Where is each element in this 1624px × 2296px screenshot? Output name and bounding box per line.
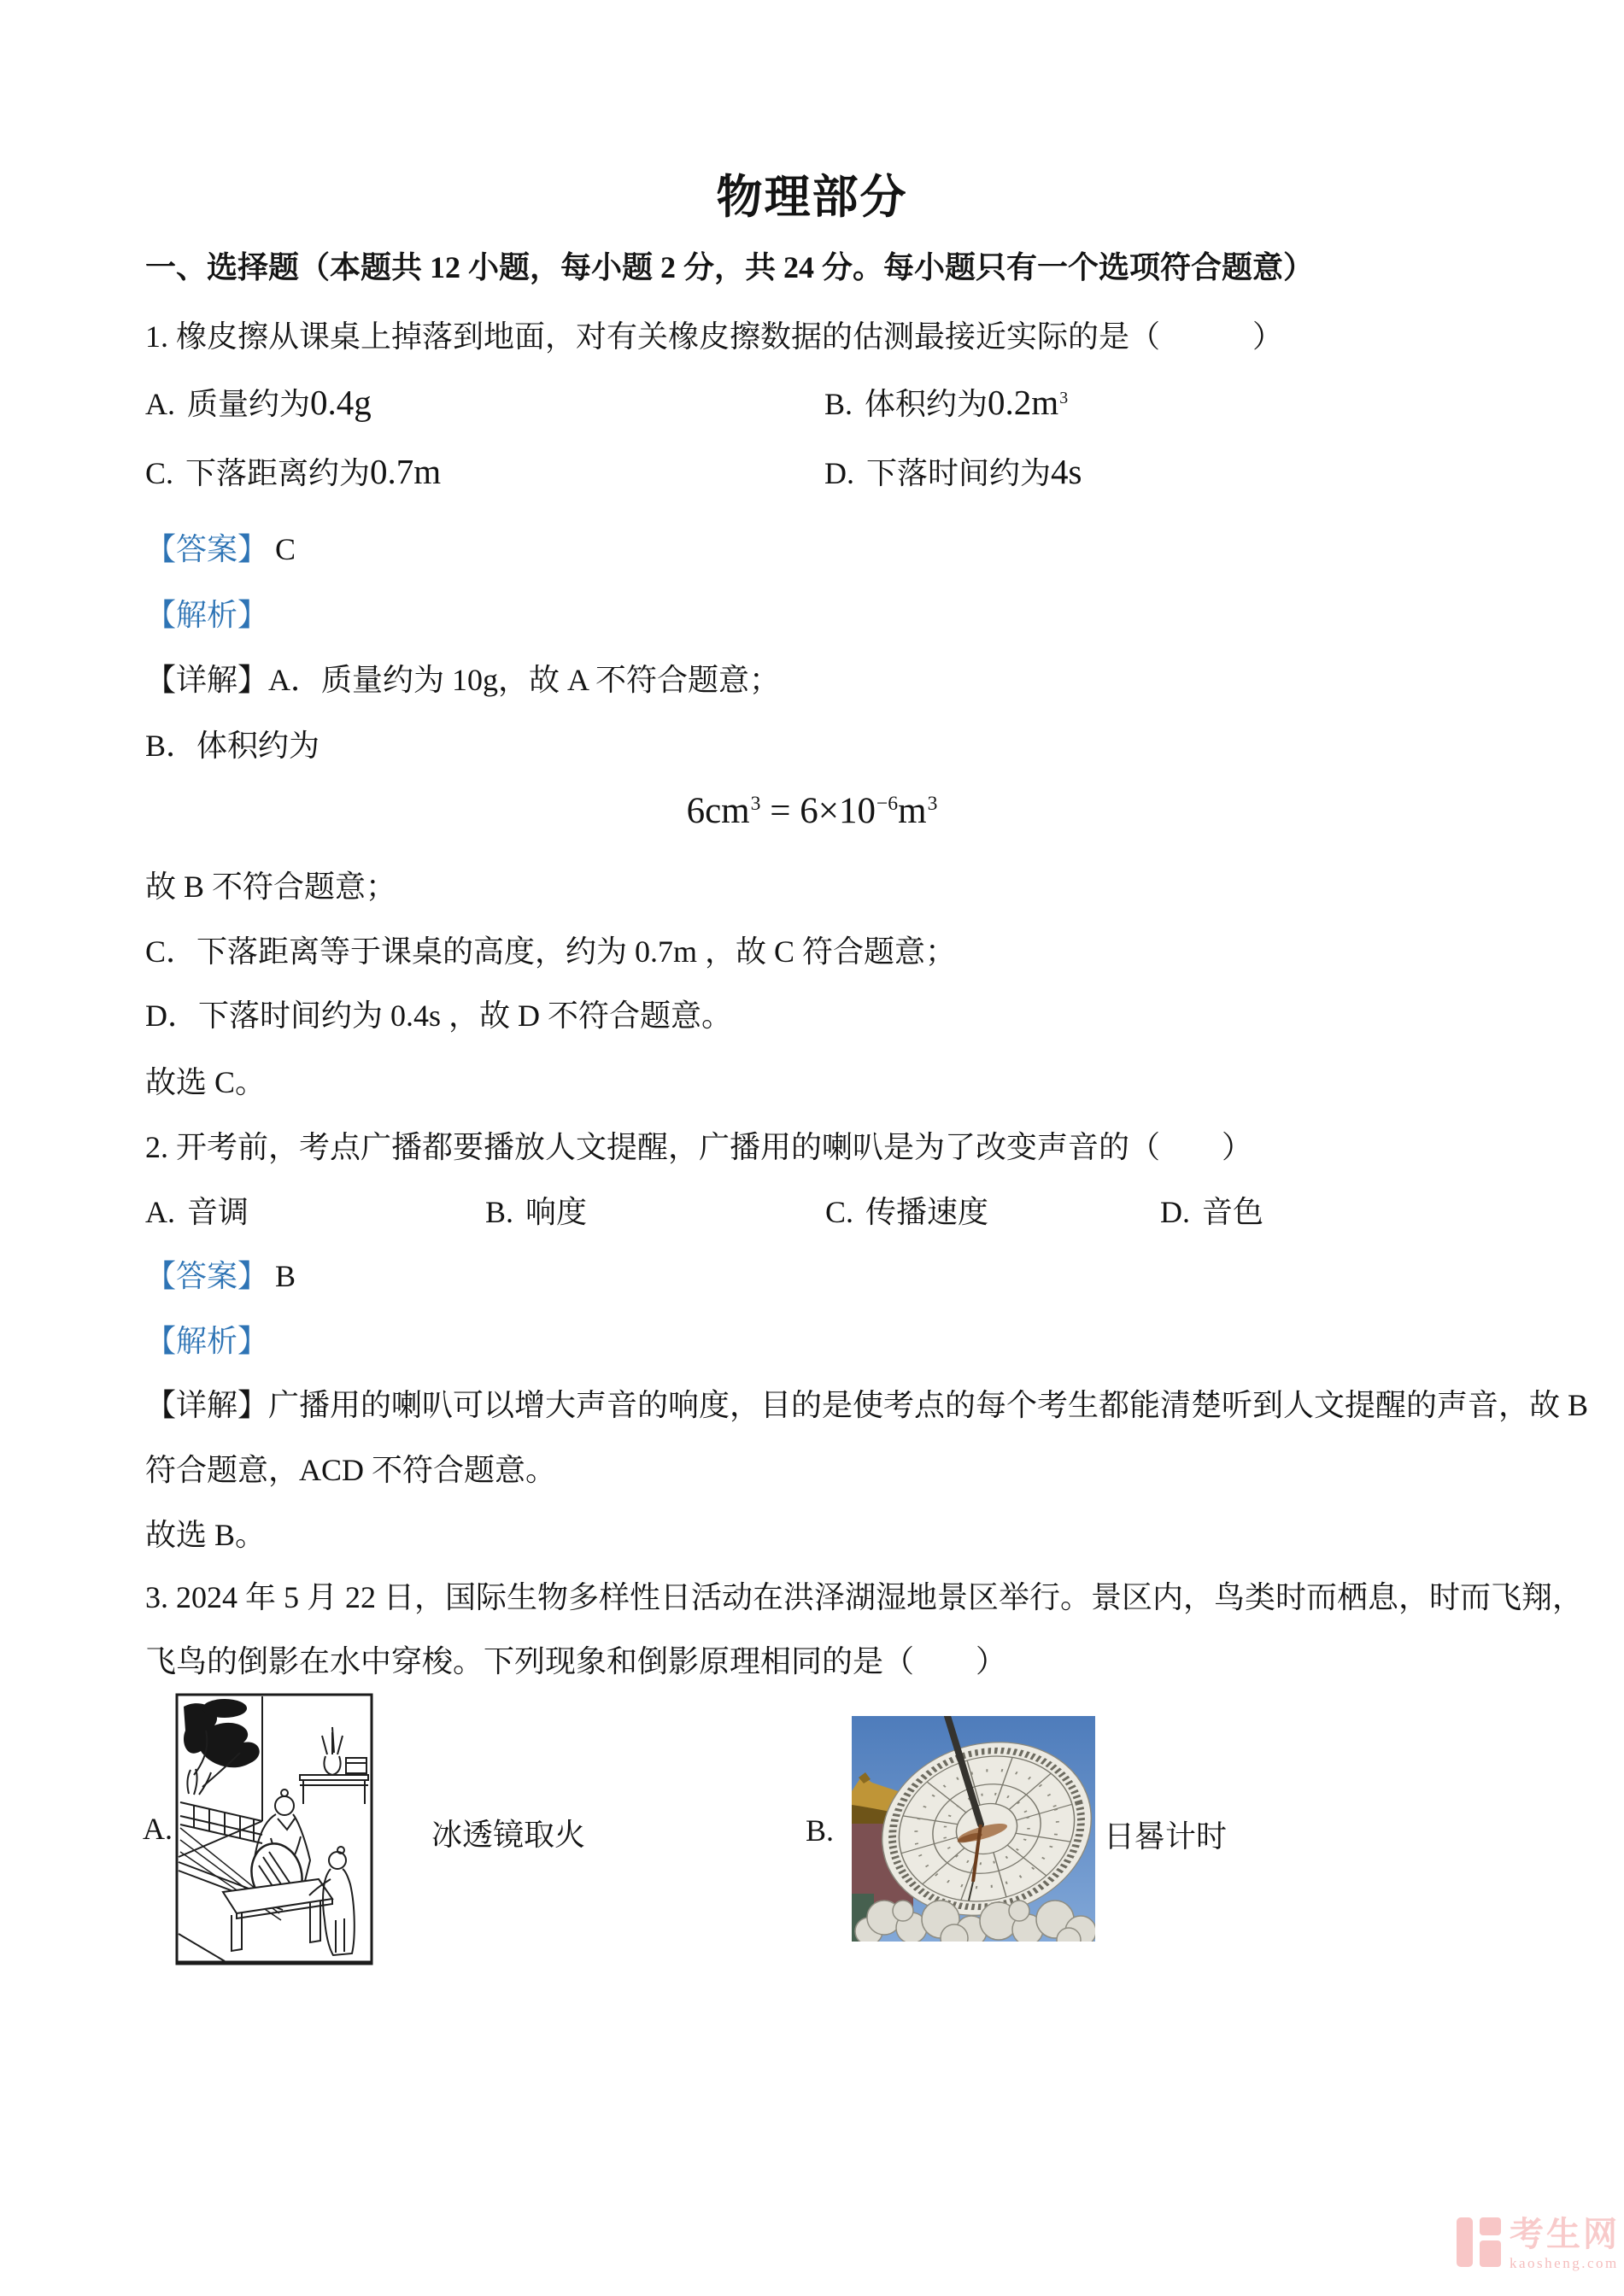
logo-square-top [1480,2217,1501,2235]
ice-lens-drawing [175,1693,373,1966]
q3-option-a-caption: 冰透镜取火 [431,1818,586,1852]
answer-label: 【答案】 [145,532,269,566]
q2-detail-2: 符合题意，ACD 不符合题意。 [145,1453,557,1487]
q2-option-c-text: 传播速度 [865,1195,989,1229]
q2-option-b-label: B. [485,1195,514,1229]
q1-option-d-value: 4s [1051,452,1082,491]
q1-option-a-value: 0.4g [310,383,372,422]
q1-answer-line [145,530,296,569]
q1-detail-4: C．下落距离等于课桌的高度，约为 0.7m ，故 C 符合题意； [145,934,957,969]
q1-detail-6: 故选 C。 [145,1065,267,1099]
q2-option-d-label: D. [1160,1195,1190,1229]
q2-answer-value: B [275,1259,296,1293]
q1-option-a-text: 质量约为 [187,387,311,421]
kaosheng-logo-icon [1457,2217,1501,2267]
kaosheng-watermark [1457,2217,1620,2272]
q2-option-a-text: 音调 [187,1195,249,1229]
q1-option-b-sup: 3 [1059,389,1069,407]
q2-option-a-label: A. [145,1195,175,1229]
q1-option-c-text: 下落距离约为 [185,456,371,490]
q2-option-b-text: 响度 [525,1195,588,1229]
formula-sup3: 3 [927,792,938,815]
q1-option-d-text: 下落时间约为 [866,456,1052,490]
q2-option-a [145,1193,249,1232]
q1-option-a [145,381,372,425]
section-heading: 一、选择题（本题共 12 小题，每小题 2 分，共 24 分。每小题只有一个选项符合题意） [145,250,1315,284]
answer-label: 【答案】 [145,1259,269,1293]
q1-option-b [824,381,1068,425]
logo-square-bottom [1480,2240,1501,2267]
logo-bar [1457,2217,1473,2267]
q3-figure-sundial-image [852,1716,1095,1942]
q2-detail-3: 故选 B。 [145,1518,267,1552]
q2-option-d [1160,1193,1263,1232]
q1-answer-value: C [275,532,296,566]
q3-option-a-label: A. [143,1812,173,1846]
q1-option-c-label: C. [145,456,174,490]
q2-analysis-line [145,1322,268,1361]
watermark-text [1510,2217,1620,2272]
formula-sup2: −6 [876,792,899,815]
analysis-label: 【解析】 [145,1324,269,1358]
q1-stem: 1. 橡皮擦从课桌上掉落到地面，对有关橡皮擦数据的估测最接近实际的是（ ） [145,319,1284,354]
q3-stem-line1: 3. 2024 年 5 月 22 日，国际生物多样性日活动在洪泽湖湿地景区举行。景区内，鸟类时而栖息，时而飞翔， [145,1580,1584,1614]
q1-option-c-value: 0.7m [370,452,442,491]
watermark-site-name: 考生网 [1510,2215,1620,2253]
page-title: 物理部分 [716,172,908,223]
formula-part1: 6cm [686,791,750,831]
q1-option-b-text: 体积约为 [865,387,988,421]
q2-option-b [485,1193,587,1232]
q2-option-c-label: C. [825,1195,854,1229]
formula-sup1: 3 [750,792,761,815]
q1-option-b-label: B. [824,387,853,421]
analysis-label: 【解析】 [145,598,269,632]
watermark-domain: kaosheng.com [1510,2255,1619,2271]
q1-detail-5: D．下落时间约为 0.4s ，故 D 不符合题意。 [145,999,733,1033]
q3-stem-line2: 飞鸟的倒影在水中穿梭。下列现象和倒影原理相同的是（ ） [145,1644,1007,1678]
q2-option-c [825,1193,988,1232]
q2-detail-1: 【详解】广播用的喇叭可以增大声音的响度，目的是使考点的每个考生都能清楚听到人文提醒的声音，故 B [145,1388,1589,1422]
q2-answer-line [145,1257,296,1296]
q1-option-d-label: D. [824,456,854,490]
q3-option-b-caption: 日晷计时 [1104,1819,1228,1854]
formula-part2: = 6×10 [760,791,876,831]
q1-analysis-line [145,596,268,635]
q2-stem: 2. 开考前，考点广播都要播放人文提醒，广播用的喇叭是为了改变声音的（ ） [145,1130,1253,1164]
q1-option-b-value: 0.2m [988,383,1059,422]
q1-detail-2: B．体积约为 [145,729,320,763]
q1-option-c [145,450,442,494]
q2-option-d-text: 音色 [1202,1195,1264,1229]
q1-option-d [824,450,1082,494]
q1-detail-3: 故 B 不符合题意； [145,870,397,904]
q3-option-b-label: B. [806,1813,835,1848]
sundial-photo [852,1716,1095,1942]
q1-option-a-label: A. [145,387,175,421]
q1-volume-formula [0,790,1624,832]
q1-detail-1: 【详解】A．质量约为 10g，故 A 不符合题意； [145,663,781,697]
formula-part3: m [898,791,927,831]
q3-figure-ice-lens-image [175,1693,373,1966]
